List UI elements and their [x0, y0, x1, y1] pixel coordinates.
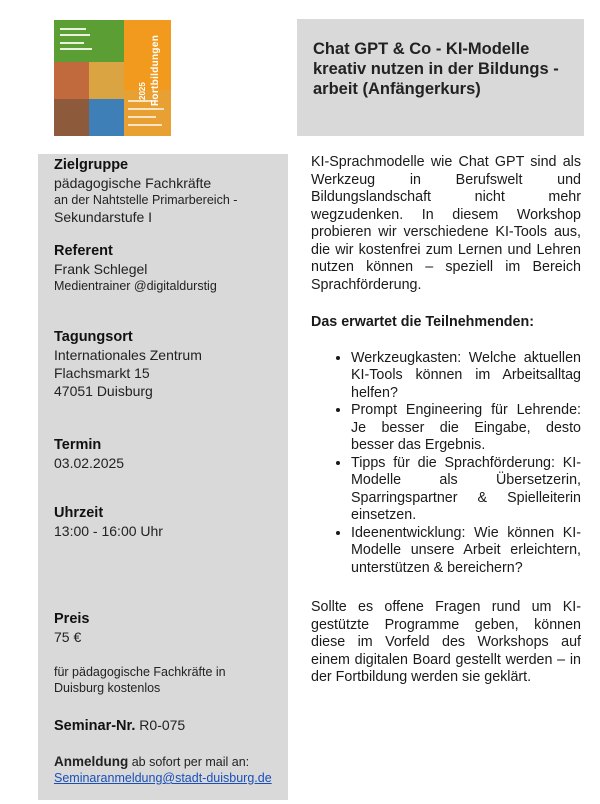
list-item: • Tipps für die Sprachförderung: KI-Modelle als Übersetzerin, Sparringspartner & Spielleiterin einsetzen.: [351, 455, 581, 525]
termin-value: 03.02.2025: [54, 455, 125, 471]
cover-year: 2025: [138, 82, 147, 100]
preis-note-line: Duisburg kostenlos: [54, 681, 161, 695]
tagungsort-line: Flachsmarkt 15: [54, 365, 150, 381]
seminar-value: R0-075: [135, 717, 186, 733]
referent-role: Medientrainer @digitaldurstig: [54, 279, 217, 293]
zielgruppe-section: [54, 156, 284, 226]
cover-text-line: [60, 48, 92, 50]
cover-text-line: [60, 34, 90, 36]
expectations-list: [311, 350, 581, 578]
tagungsort-line: Internationales Zentrum: [54, 347, 202, 363]
outro-paragraph: Sollte es offene Fragen rund um KI-gestützte Programme geben, können diese im Vorfeld des Workshops auf einem digitalen Board gestellt werden – in der Fortbildung werden sie geklärt.: [311, 599, 581, 685]
cover-text-line: [128, 124, 162, 126]
cover-text-line: [128, 116, 156, 118]
referent-heading: Referent: [54, 243, 113, 259]
zielgruppe-line: pädagogische Fachkräfte: [54, 175, 212, 191]
anmeldung-email-link[interactable]: Seminaranmeldung@stadt-duisburg.de: [54, 771, 272, 785]
preis-note: [54, 664, 284, 696]
preis-value: 75 €: [54, 629, 82, 645]
seminar-label: Seminar-Nr.: [54, 718, 136, 734]
anmeldung-section: [54, 754, 284, 786]
preis-heading: Preis: [54, 611, 90, 627]
info-sidebar: [38, 154, 288, 800]
seminar-number: [54, 716, 284, 735]
zielgruppe-line: an der Nahtstelle Primarbereich -: [54, 193, 238, 207]
preis-note-line: für pädagogische Fachkräfte in: [54, 665, 226, 679]
title-box: [297, 19, 584, 136]
list-item: • Werkzeugkasten: Welche aktuellen KI-Tools können im Arbeitsalltag helfen?: [351, 350, 581, 403]
cover-text-line: [60, 42, 84, 44]
cover-text-line: [60, 28, 86, 30]
zielgruppe-heading: Zielgruppe: [54, 157, 129, 173]
termin-section: [54, 436, 284, 472]
cover-photo-collage: [54, 62, 124, 136]
list-item: • Ideenentwicklung: Wie können KI-Modelle unsere Arbeit erleichtern, unterstützen & bereichern?: [351, 525, 581, 578]
anmeldung-label: Anmeldung: [54, 754, 129, 769]
tagungsort-heading: Tagungsort: [54, 329, 133, 345]
intro-paragraph: KI-Sprachmodelle wie Chat GPT sind als Werkzeug in Berufswelt und Bildungslandschaft nicht mehr wegzudenken. In diesem Workshop probieren wir verschiedene KI-Tools aus, die wir kostenfrei zum Lernen und Lehren nutzen können – speziell im Bereich Sprachförderung.: [311, 154, 581, 293]
referent-section: [54, 242, 284, 294]
course-title: Chat GPT & Co - KI-Modelle kreativ nutzen in der Bildungs - arbeit (Anfängerkurs): [313, 40, 559, 98]
main-content: [311, 154, 581, 687]
expectations-heading: Das erwartet die Teilnehmenden:: [311, 314, 534, 330]
tagungsort-line: 47051 Duisburg: [54, 383, 153, 399]
cover-text-line: [128, 108, 164, 110]
zielgruppe-line: Sekundarstufe I: [54, 209, 153, 225]
tagungsort-section: [54, 328, 284, 400]
uhrzeit-value: 13:00 - 16:00 Uhr: [54, 523, 163, 539]
brochure-cover-image: [54, 20, 171, 136]
anmeldung-text: ab sofort per mail an:: [128, 755, 250, 769]
termin-heading: Termin: [54, 437, 102, 453]
cover-title: Fortbildungen: [150, 34, 161, 106]
uhrzeit-heading: Uhrzeit: [54, 505, 104, 521]
list-item: • Prompt Engineering für Lehrende: Je besser die Eingabe, desto besser das Ergebnis.: [351, 402, 581, 455]
preis-section: [54, 610, 284, 646]
referent-name: Frank Schlegel: [54, 261, 148, 277]
uhrzeit-section: [54, 504, 284, 540]
